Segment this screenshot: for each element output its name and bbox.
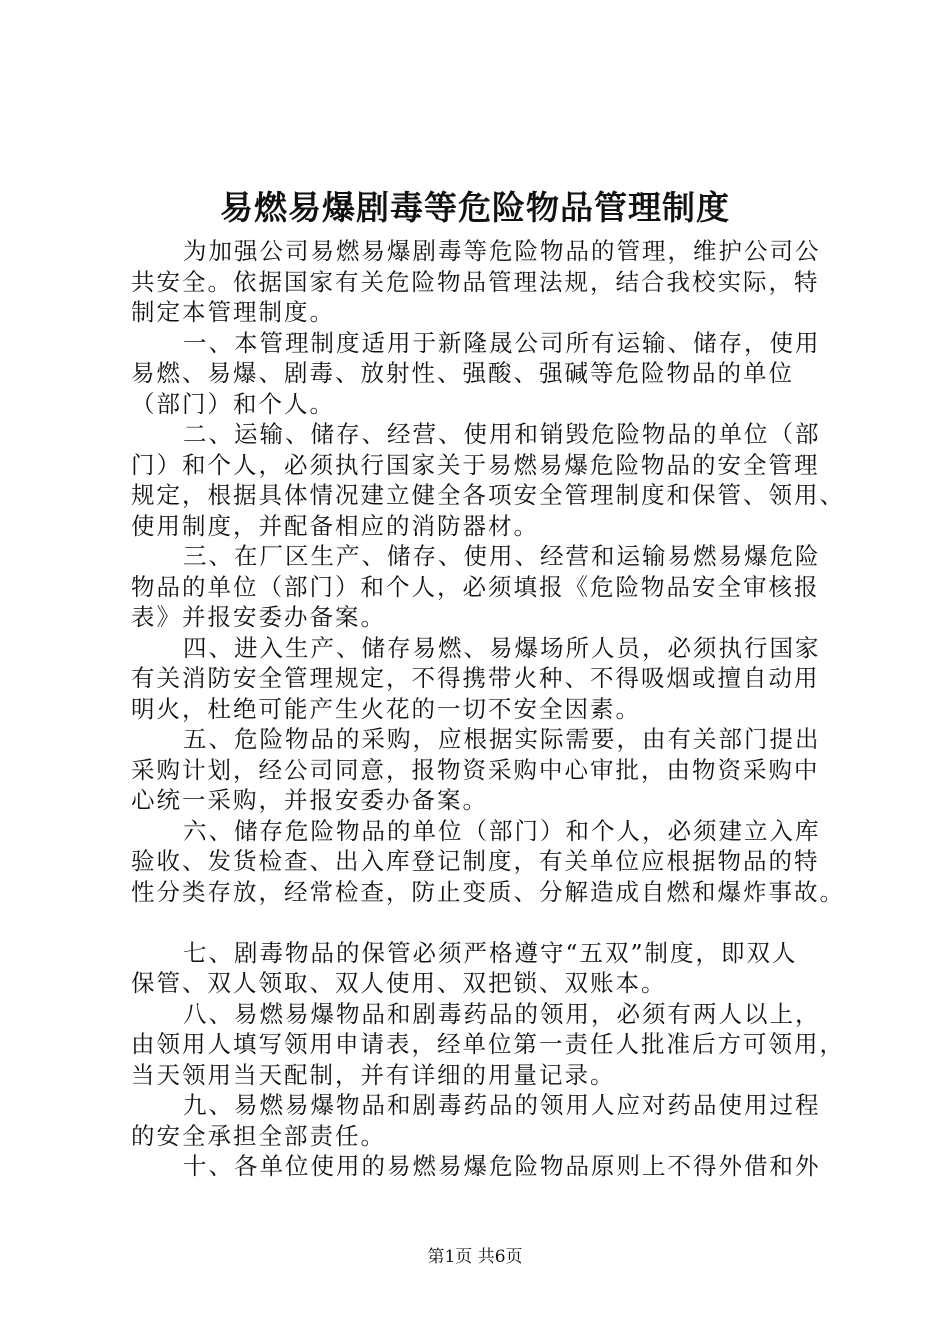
text-line: 采购计划，经公司同意，报物资采购中心审批，由物资采购中 — [131, 755, 820, 784]
text-line: 表》并报安委办备案。 — [131, 603, 386, 631]
text-line: 九、易燃易爆物品和剧毒药品的领用人应对药品使用过程 — [183, 1091, 821, 1119]
text-line: 门）和个人，必须执行国家关于易燃易爆危险物品的安全管理 — [131, 450, 820, 479]
text-line: 六、储存危险物品的单位（部门）和个人，必须建立入库 — [183, 816, 821, 845]
text-line: 保管、双人领取、双人使用、双把锁、双账本。 — [131, 969, 667, 997]
text-line: 物品的单位（部门）和个人，必须填报《危险物品安全审核报 — [131, 572, 820, 601]
document-body — [131, 236, 845, 1182]
text-line: 性分类存放，经常检查，防止变质、分解造成自燃和爆炸事故。 — [131, 877, 845, 906]
paragraph-10 — [131, 1151, 831, 1182]
paragraph-8 — [131, 999, 845, 1091]
text-line: 一、本管理制度适用于新隆晟公司所有运输、储存，使用 — [183, 328, 821, 357]
text-line: 验收、发货检查、出入库登记制度，有关单位应根据物品的特 — [131, 847, 820, 875]
text-line: 共安全。依据国家有关危险物品管理法规，结合我校实际，特 — [131, 267, 820, 296]
page-number-footer: 第1页 共6页 — [427, 1247, 523, 1267]
paragraph-2 — [131, 419, 845, 541]
text-line: 四、进入生产、储存易燃、易爆场所人员，必须执行国家 — [183, 633, 821, 662]
text-line: 二、运输、储存、经营、使用和销毁危险物品的单位（部 — [183, 420, 821, 448]
text-line: 明火，杜绝可能产生火花的一切不安全因素。 — [131, 694, 641, 723]
text-line: 易燃、易爆、剧毒、放射性、强酸、强碱等危险物品的单位 — [131, 359, 794, 387]
paragraph-4 — [131, 633, 831, 725]
text-line: 由领用人填写领用申请表，经单位第一责任人批准后方可领用， — [131, 1030, 845, 1058]
blank-line — [131, 907, 831, 938]
text-line: 为加强公司易燃易爆剧毒等危险物品的管理，维护公司公 — [183, 237, 821, 265]
text-line: 当天领用当天配制，并有详细的用量记录。 — [131, 1060, 616, 1089]
text-line: 制定本管理制度。 — [131, 298, 335, 326]
paragraph-7 — [131, 938, 831, 999]
paragraph-3 — [131, 541, 831, 633]
document-title: 易燃易爆剧毒等危险物品管理制度 — [220, 188, 730, 227]
paragraph-intro — [131, 236, 831, 328]
paragraph-5 — [131, 724, 831, 816]
text-line: 十、各单位使用的易燃易爆危险物品原则上不得外借和外 — [183, 1152, 821, 1180]
text-line: 七、剧毒物品的保管必须严格遵守“五双”制度，即双人 — [183, 938, 798, 967]
paragraph-9 — [131, 1090, 831, 1151]
text-line: 五、危险物品的采购，应根据实际需要，由有关部门提出 — [183, 725, 821, 753]
text-line: （部门）和个人。 — [131, 389, 335, 418]
paragraph-6 — [131, 816, 845, 908]
text-line: 三、在厂区生产、储存、使用、经营和运输易燃易爆危险 — [183, 542, 821, 570]
paragraph-1 — [131, 328, 831, 420]
text-line: 的安全承担全部责任。 — [131, 1121, 386, 1150]
text-line: 规定，根据具体情况建立健全各项安全管理制度和保管、领用、 — [131, 481, 845, 509]
text-line: 使用制度，并配备相应的消防器材。 — [131, 511, 539, 540]
text-line: 心统一采购，并报安委办备案。 — [131, 786, 488, 814]
text-line: 有关消防安全管理规定，不得携带火种、不得吸烟或擅自动用 — [131, 664, 820, 692]
text-line: 八、易燃易爆物品和剧毒药品的领用，必须有两人以上， — [183, 999, 821, 1028]
